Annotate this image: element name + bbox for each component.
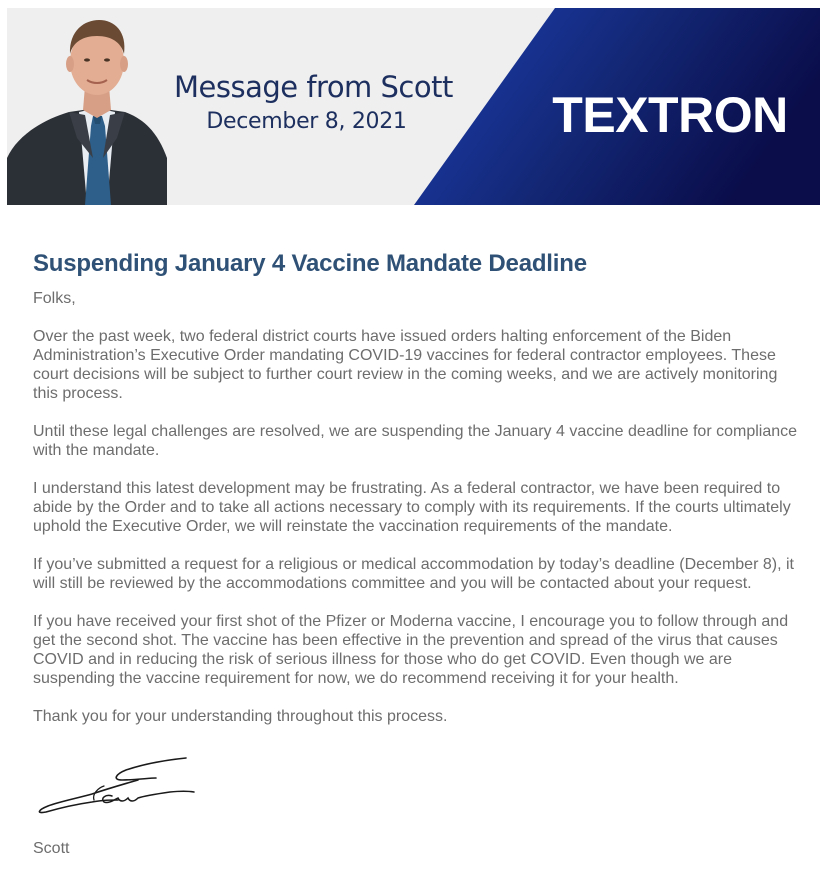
banner-date: December 8, 2021 — [206, 109, 407, 134]
letter-headline: Suspending January 4 Vaccine Mandate Deadline — [33, 250, 587, 277]
letter-paragraph: I understand this latest development may be frustrating. As a federal contractor, we have been required to abide by the Order and to take all actions necessary to comply with its requirements. If the courts ultimately uphold the Executive Order, we will reinstate the vaccination requirements of the mandate. — [33, 480, 791, 535]
letter-greeting: Folks, — [33, 290, 76, 307]
letter-paragraph: If you’ve submitted a request for a religious or medical accommodation by today’s deadline (December 8), it will still be reviewed by the accommodations committee and you will be contacted about your request. — [33, 556, 794, 592]
letter-paragraph: If you have received your first shot of the Pfizer or Moderna vaccine, I encourage you to follow through and get the second shot. The vaccine has been effective in the prevention and spread of the virus that causes COVID and in reducing the risk of serious illness for those who do get COVID. Even though we are suspending the vaccine requirement for now, we do recommend receiving it for your health. — [33, 613, 789, 687]
header-banner — [7, 8, 820, 205]
letter-paragraph: Until these legal challenges are resolved, we are suspending the January 4 vaccine deadline for compliance with the mandate. — [33, 423, 798, 459]
banner-title: Message from Scott — [174, 70, 453, 104]
handwritten-signature-icon — [34, 750, 206, 818]
letter-closing: Thank you for your understanding throughout this process. — [33, 708, 448, 725]
portrait-photo-icon — [7, 8, 167, 205]
signoff-name: Scott — [33, 840, 70, 857]
letter-paragraph: Over the past week, two federal district courts have issued orders halting enforcement of the Biden Administration’s Executive Order mandating COVID-19 vaccines for federal contractor employees. These court decisions will be subject to further court review in the coming weeks, and we are actively monitoring this process. — [33, 328, 778, 402]
letter-body — [33, 248, 803, 726]
textron-logo: TEXTRON — [552, 87, 788, 143]
